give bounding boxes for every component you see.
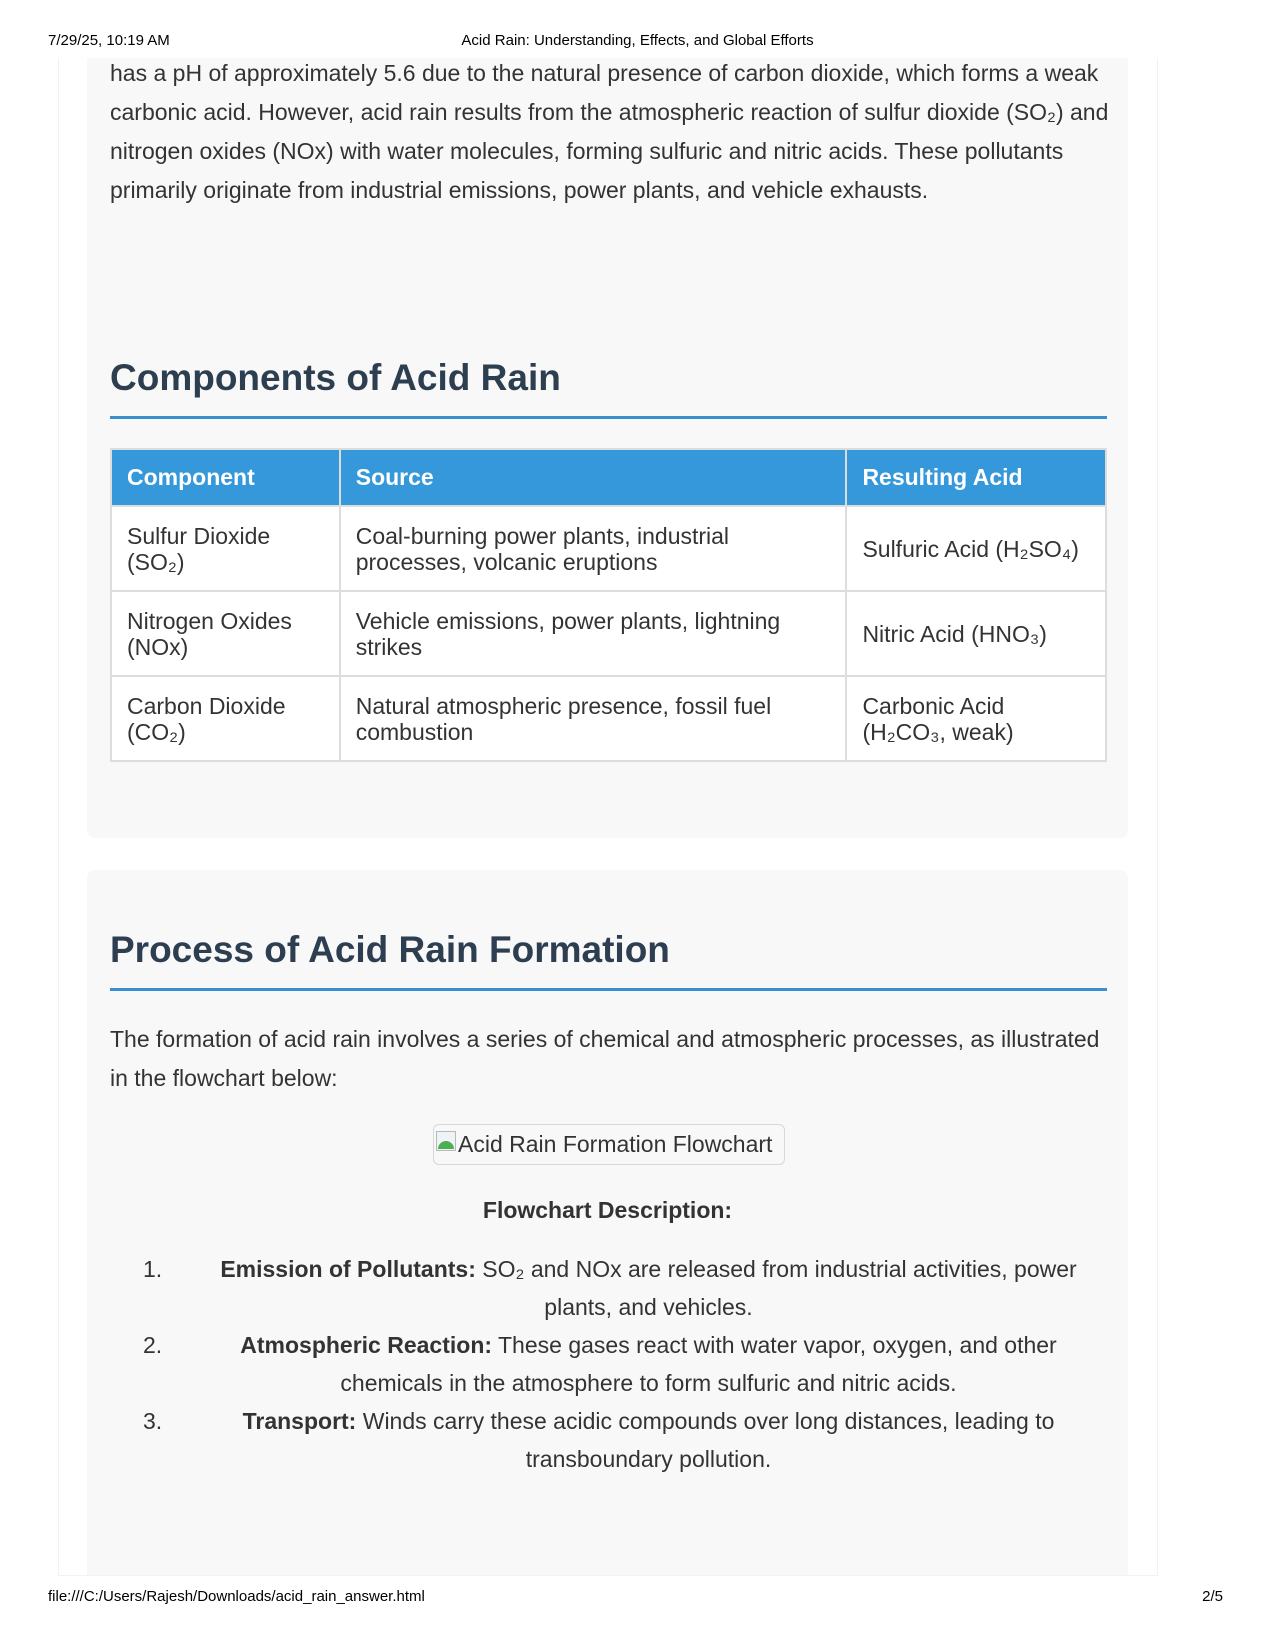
cell-component: Nitrogen Oxides (NOx) xyxy=(111,591,340,676)
cell-resulting-acid: Nitric Acid (HNO₃) xyxy=(846,591,1106,676)
section-title-components: Components of Acid Rain xyxy=(110,357,561,398)
column-header-source: Source xyxy=(340,449,847,506)
step-text: SO₂ and NOx are released from industrial activities, power plants, and vehicles. xyxy=(475,1256,1077,1320)
list-item xyxy=(110,1250,1107,1326)
step-number: 1. xyxy=(143,1256,163,1282)
title-divider xyxy=(110,988,1107,991)
cell-source: Natural atmospheric presence, fossil fuel combustion xyxy=(340,676,847,761)
print-document-title: Acid Rain: Understanding, Effects, and Global Efforts xyxy=(461,32,814,49)
cell-source: Coal-burning power plants, industrial processes, volcanic eruptions xyxy=(340,506,847,591)
process-intro-paragraph: The formation of acid rain involves a series of chemical and atmospheric processes, as illustrated in the flowchart below: xyxy=(110,1026,1100,1091)
intro-paragraph: has a pH of approximately 5.6 due to the natural presence of carbon dioxide, which forms a weak carbonic acid. However, acid rain results from the atmospheric reaction of sulfur dioxide (SO₂) and nitrogen oxides (NOx) with water molecules, forming sulfuric and nitric acids. These pollutants primarily originate from industrial emissions, power plants, and vehicle exhausts. xyxy=(110,60,1109,203)
list-item xyxy=(110,1402,1107,1478)
print-datetime: 7/29/25, 10:19 AM xyxy=(48,32,170,49)
title-divider xyxy=(110,416,1107,419)
print-url: file:///C:/Users/Rajesh/Downloads/acid_rain_answer.html xyxy=(48,1588,425,1605)
column-header-component: Component xyxy=(111,449,340,506)
flowchart-steps-list xyxy=(110,1250,1107,1478)
cell-resulting-acid: Carbonic Acid (H₂CO₃, weak) xyxy=(846,676,1106,761)
cell-source: Vehicle emissions, power plants, lightning strikes xyxy=(340,591,847,676)
cell-component: Sulfur Dioxide (SO₂) xyxy=(111,506,340,591)
components-table xyxy=(110,448,1107,762)
step-label: Emission of Pollutants: xyxy=(220,1256,476,1282)
table-row xyxy=(111,676,1106,761)
print-page-number: 2/5 xyxy=(1202,1588,1223,1605)
flowchart-image xyxy=(433,1124,785,1165)
process-section xyxy=(87,870,1128,1576)
flowchart-description-heading: Flowchart Description: xyxy=(482,1197,733,1223)
cell-component: Carbon Dioxide (CO₂) xyxy=(111,676,340,761)
table-row xyxy=(111,506,1106,591)
list-item xyxy=(110,1326,1107,1402)
print-header xyxy=(0,30,1275,50)
components-section xyxy=(87,298,1128,838)
step-label: Atmospheric Reaction: xyxy=(240,1332,493,1358)
intro-section xyxy=(87,58,1128,323)
step-number: 3. xyxy=(143,1408,163,1434)
print-footer xyxy=(0,1586,1275,1606)
step-label: Transport: xyxy=(242,1408,357,1434)
table-header-row xyxy=(111,449,1106,506)
column-header-resulting-acid: Resulting Acid xyxy=(846,449,1106,506)
section-title-process: Process of Acid Rain Formation xyxy=(110,929,670,970)
step-number: 2. xyxy=(143,1332,163,1358)
table-row xyxy=(111,591,1106,676)
cell-resulting-acid: Sulfuric Acid (H₂SO₄) xyxy=(846,506,1106,591)
step-text: These gases react with water vapor, oxygen, and other chemicals in the atmosphere to form sulfuric and nitric acids. xyxy=(340,1332,1057,1396)
page-content xyxy=(58,58,1158,1576)
flowchart-image-alt: Acid Rain Formation Flowchart xyxy=(458,1131,773,1157)
broken-image-icon xyxy=(436,1131,456,1151)
step-text: Winds carry these acidic compounds over long distances, leading to transboundary pollution. xyxy=(356,1408,1055,1472)
